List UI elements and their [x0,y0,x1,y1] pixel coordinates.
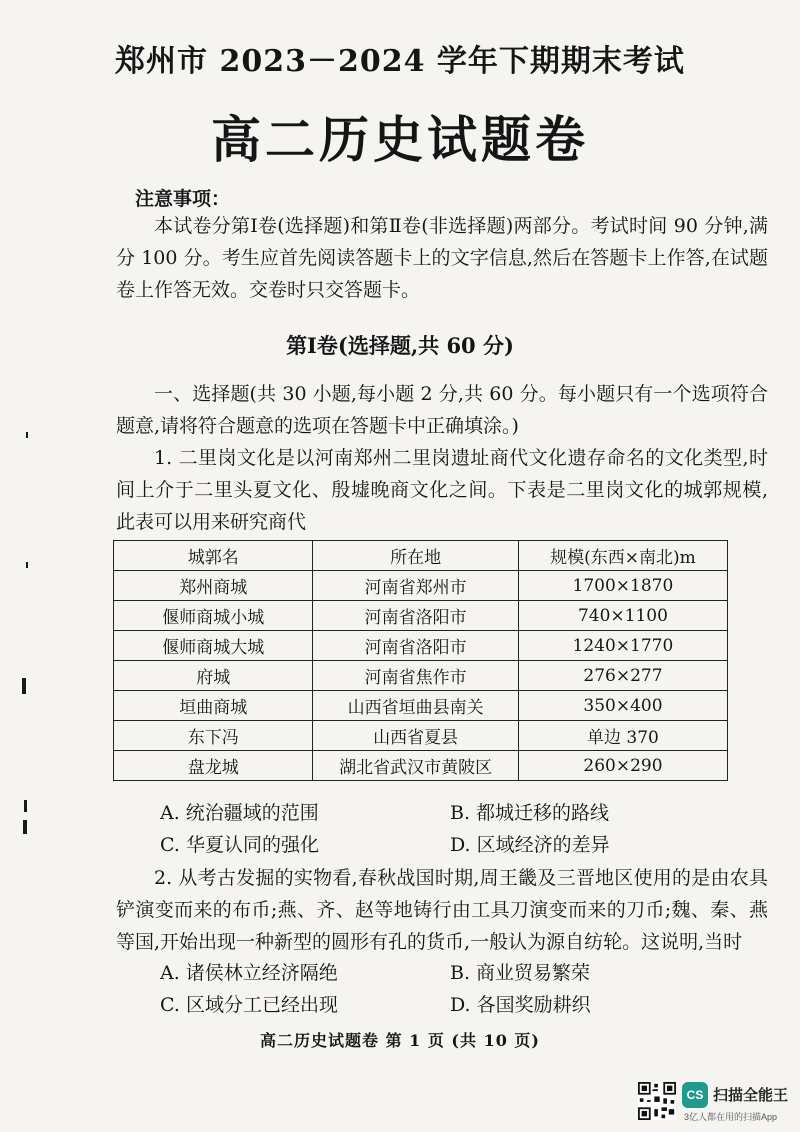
question-2-option-a: A. 诸侯林立经济隔绝 [160,962,338,984]
table-row [114,601,728,631]
table-cell: 河南省洛阳市 [313,631,518,661]
question-2-stem: 2. 从考古发掘的实物看,春秋战国时期,周王畿及三晋地区使用的是由农具铲演变而来的布币;燕、齐、赵等地铸行由工具刀演变而来的刀币;魏、秦、燕等国,开始出现一种新型的圆形有孔的货币,一般认为源自纺轮。这说明,当时 [116,867,768,953]
table-cell: 276×277 [518,661,727,691]
table-row [114,631,728,661]
table-cell: 河南省洛阳市 [313,601,518,631]
table-cell: 偃师商城小城 [114,601,313,631]
section-instructions: 一、选择题(共 30 小题,每小题 2 分,共 60 分。每小题只有一个选项符合题意,请将符合题意的选项在答题卡中正确填涂。) [116,383,768,437]
margin-mark [22,678,26,694]
notice-heading: 注意事项： [135,188,231,210]
margin-dot [26,562,28,568]
notice-text: 本试卷分第Ⅰ卷(选择题)和第Ⅱ卷(非选择题)两部分。考试时间 90 分钟,满分 100 分。考生应首先阅读答题卡上的文字信息,然后在答题卡上作答,在试题卷上作答无效。交卷时只交答题卡。 [116,215,768,301]
table-cell: 河南省郑州市 [313,571,518,601]
exam-title: 郑州市 2023－2024 学年下期期末考试 [115,44,685,79]
table-cell: 350×400 [518,691,727,721]
table-header-cell: 所在地 [313,541,518,571]
question-1-option-a: A. 统治疆域的范围 [160,802,319,824]
main-title: 高二历史试题卷 [211,110,589,169]
question-1-option-b: B. 都城迁移的路线 [450,802,610,824]
table-header-cell: 规模(东西×南北)m [518,541,727,571]
table-row [114,571,728,601]
scanner-brand-slogan: 3亿人都在用的扫描App [684,1112,778,1122]
table-cell: 260×290 [518,751,727,781]
question-1-stem: 1. 二里岗文化是以河南郑州二里岗遗址商代文化遗存命名的文化类型,时间上介于二里头夏文化、殷墟晚商文化之间。下表是二里岗文化的城郭规模,此表可以用来研究商代 [116,447,768,533]
table-header-cell: 城郭名 [114,541,313,571]
margin-mark [24,800,27,812]
table-cell: 河南省焦作市 [313,661,518,691]
section-title: 第Ⅰ卷(选择题,共 60 分) [286,333,514,358]
table-cell: 湖北省武汉市黄陂区 [313,751,518,781]
table-row [114,661,728,691]
question-1-option-c: C. 华夏认同的强化 [160,834,319,856]
table-row [114,691,728,721]
page-footer: 高二历史试题卷 第 1 页 (共 10 页) [260,1031,540,1050]
table-cell: 山西省垣曲县南关 [313,691,518,721]
scanner-brand-name: 扫描全能王 [713,1087,789,1104]
margin-mark [23,820,27,834]
question-2-option-b: B. 商业贸易繁荣 [450,962,591,984]
question-2-option-c: C. 区域分工已经出现 [160,994,338,1016]
camscanner-logo: CS [682,1082,708,1108]
table-header-row [114,541,728,571]
margin-dot [26,432,28,438]
table-cell: 偃师商城大城 [114,631,313,661]
table-cell: 垣曲商城 [114,691,313,721]
table-row [114,721,728,751]
table-cell: 盘龙城 [114,751,313,781]
table-cell: 1700×1870 [518,571,727,601]
question-2-option-d: D. 各国奖励耕织 [450,994,591,1016]
table-row [114,751,728,781]
table-cell: 东下冯 [114,721,313,751]
city-scale-table [113,540,728,781]
qr-code-icon [638,1082,676,1120]
table-cell: 1240×1770 [518,631,727,661]
table-cell: 府城 [114,661,313,691]
table-cell: 山西省夏县 [313,721,518,751]
table-cell: 单边 370 [518,721,727,751]
table-cell: 郑州商城 [114,571,313,601]
table-cell: 740×1100 [518,601,727,631]
question-1-option-d: D. 区域经济的差异 [450,834,610,856]
